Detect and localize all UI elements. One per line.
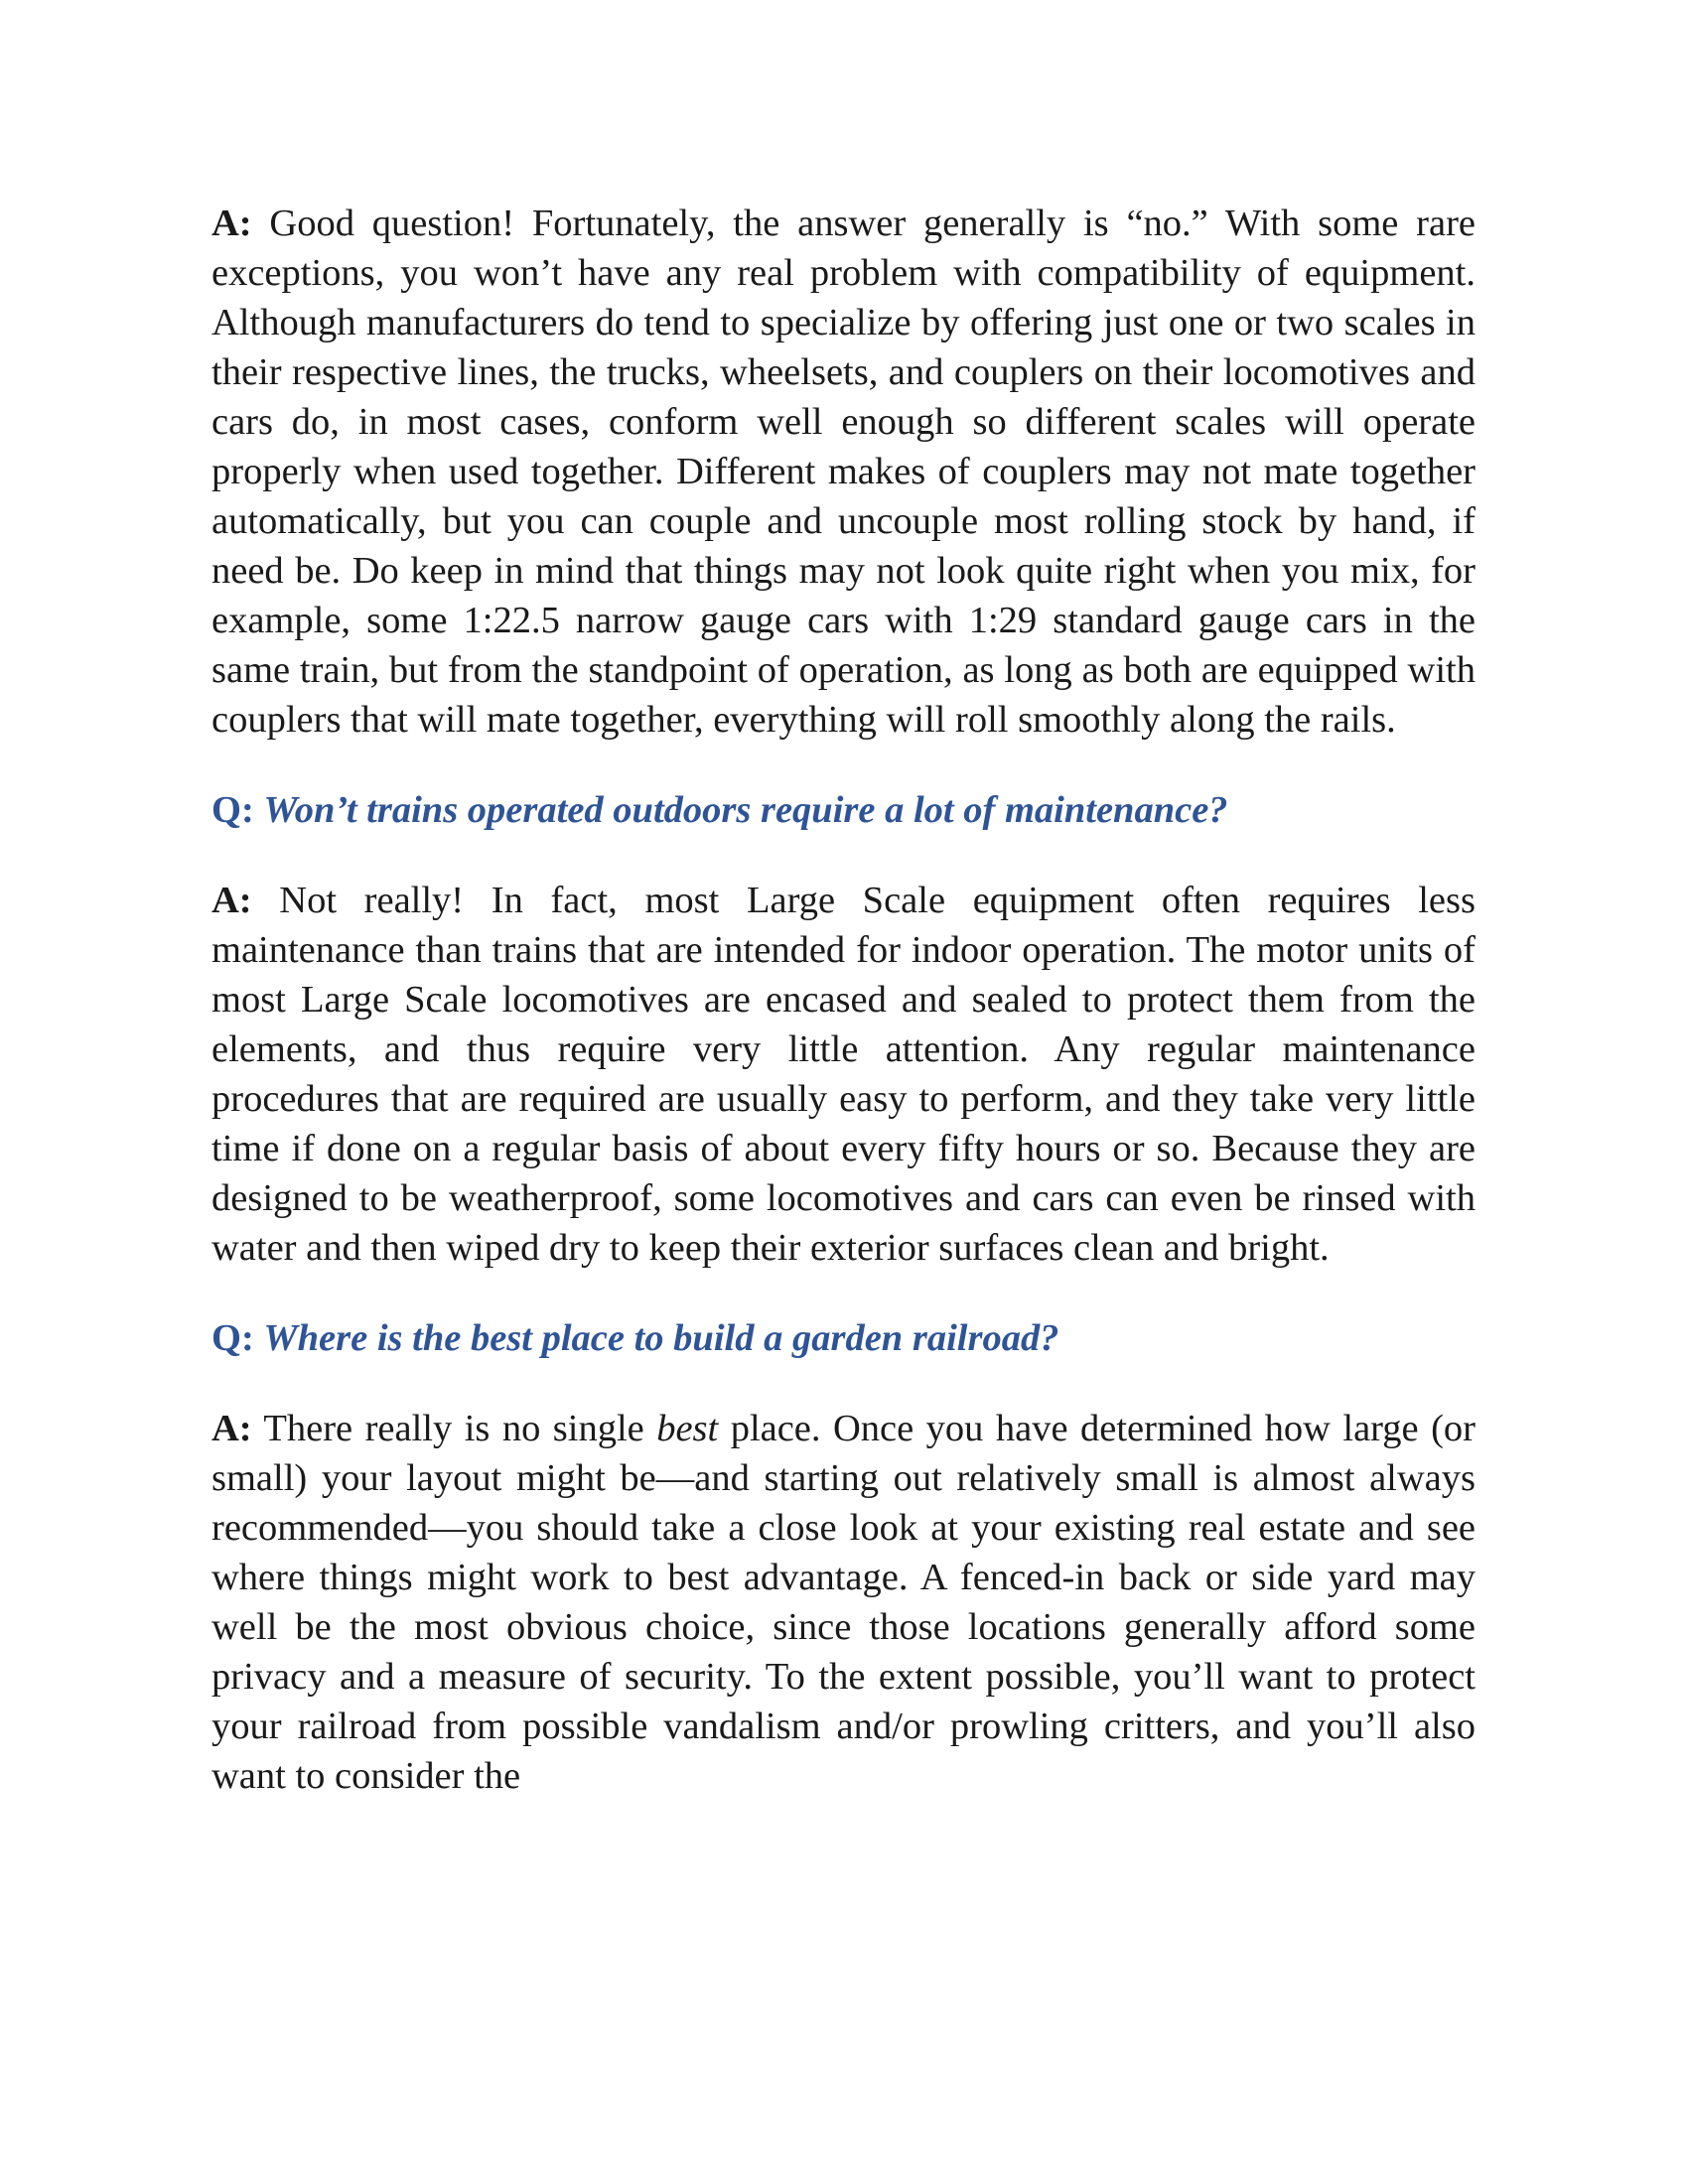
answer-label: A: [211,1408,252,1449]
answer-emphasis: best [656,1408,719,1449]
answer-paragraph-location [211,1404,1476,1801]
answer-text-start: There really is no single [251,1408,657,1449]
answer-text: Not really! In fact, most Large Scale equipment often requires less maintenance than trains that are intended for indoor operation. The motor units of most Large Scale locomotives are encased and sealed to protect them from the elements, and thus require very little attention. Any regular maintenance procedures that are required are usually easy to perform, and they take very little time if done on a regular basis of about every fifty hours or so. Because they are designed to be weatherproof, some locomotives and cars can even be rinsed with water and then wiped dry to keep their exterior surfaces clean and bright. [211,880,1476,1269]
answer-label: A: [211,880,252,921]
question-text: Won’t trains operated outdoors require a lot of maintenance? [263,789,1228,831]
question-label: Q: [211,1317,254,1359]
answer-text: Good question! Fortunately, the answer generally is “no.” With some rare exceptions, you won’t have any real problem with compatibility of equipment. Although manufacturers do tend to specialize by offering just one or two scales in their respective lines, the trucks, wheelsets, and couplers on their locomotives and cars do, in most cases, conform well enough so different scales will operate properly when used together. Different makes of couplers may not mate together automatically, but you can couple and uncouple most rolling stock by hand, if need be. Do keep in mind that things may not look quite right when you mix, for example, some 1:22.5 narrow gauge cars with 1:29 standard gauge cars in the same train, but from the standpoint of operation, as long as both are equipped with couplers that will mate together, everything will roll smoothly along the rails. [211,203,1476,741]
answer-text-end: place. Once you have determined how large (or small) your layout might be—and starting out relatively small is almost always recommended—you should take a close look at your existing real estate and see where things might work to best advantage. A fenced-in back or side yard may well be the most obvious choice, since those locations generally afford some privacy and a measure of security. To the extent possible, you’ll want to protect your railroad from possible vandalism and/or prowling critters, and you’ll also want to consider the [211,1408,1476,1797]
answer-paragraph-maintenance [211,876,1476,1273]
question-label: Q: [211,789,254,831]
question-paragraph-maintenance [211,785,1476,835]
question-text: Where is the best place to build a garden railroad? [263,1317,1059,1359]
answer-paragraph-compatibility [211,199,1476,745]
answer-label: A: [211,203,252,244]
question-paragraph-location [211,1313,1476,1363]
document-page [211,199,1476,1801]
